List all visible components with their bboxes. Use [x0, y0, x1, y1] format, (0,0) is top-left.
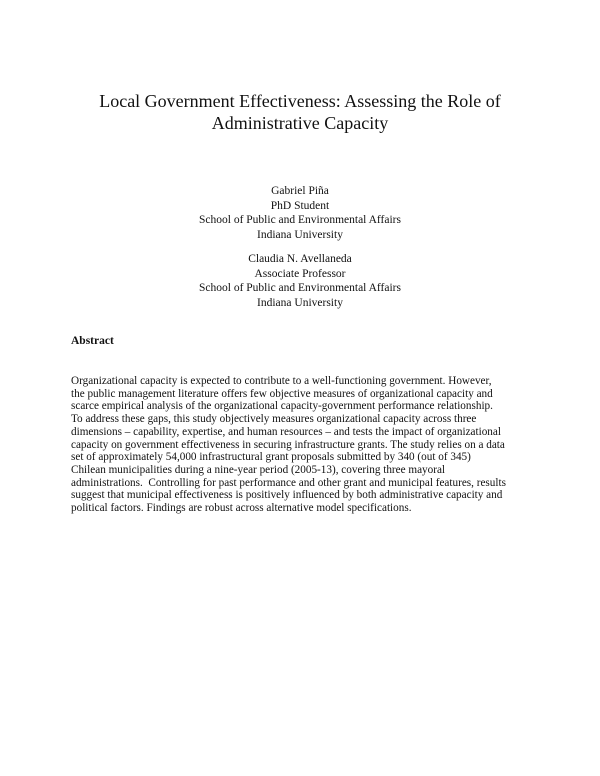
abstract-line: dimensions – capability, expertise, and human resources – and tests the impact of organizational — [71, 425, 501, 438]
author-position: PhD Student — [270, 199, 330, 212]
author-university: Indiana University — [257, 229, 343, 242]
abstract-line: Organizational capacity is expected to contribute to a well-functioning government. However, — [71, 375, 492, 387]
abstract-line: administrations. Controlling for past performance and other grant and municipal features, results — [71, 476, 506, 489]
abstract-heading: Abstract — [71, 335, 114, 347]
author-name: Gabriel Piña — [271, 185, 329, 197]
author-school: School of Public and Environmental Affairs — [199, 214, 401, 227]
abstract-line: set of approximately 54,000 infrastructural grant proposals submitted by 340 (out of 345) — [71, 451, 471, 464]
author-position: Associate Professor — [254, 267, 346, 280]
author-block-2 — [0, 252, 600, 311]
abstract-body — [71, 375, 541, 515]
abstract-line: the public management literature offers few objective measures of organizational capacity and — [71, 387, 493, 400]
abstract-line: suggest that municipal effectiveness is positively influenced by both administrative capacity and — [71, 489, 503, 502]
paper-title — [0, 90, 600, 134]
paper-title-line-2: Administrative Capacity — [211, 113, 389, 133]
abstract-line: political factors. Findings are robust across alternative model specifications. — [71, 502, 412, 515]
abstract-line: To address these gaps, this study objectively measures organizational capacity across three — [71, 413, 477, 426]
abstract-line: scarce empirical analysis of the organizational capacity-government performance relationship. — [71, 400, 493, 413]
author-school: School of Public and Environmental Affairs — [199, 282, 401, 295]
abstract-line: Chilean municipalities during a nine-year period (2005-13), covering three mayoral — [71, 463, 446, 476]
abstract-line: capacity on government effectiveness in securing infrastructure grants. The study relies on a data — [71, 438, 505, 451]
author-university: Indiana University — [257, 297, 343, 310]
paper-title-line-1: Local Government Effectiveness: Assessing the Role of — [99, 91, 501, 111]
author-name: Claudia N. Avellaneda — [248, 253, 352, 265]
author-block-1 — [0, 184, 600, 243]
